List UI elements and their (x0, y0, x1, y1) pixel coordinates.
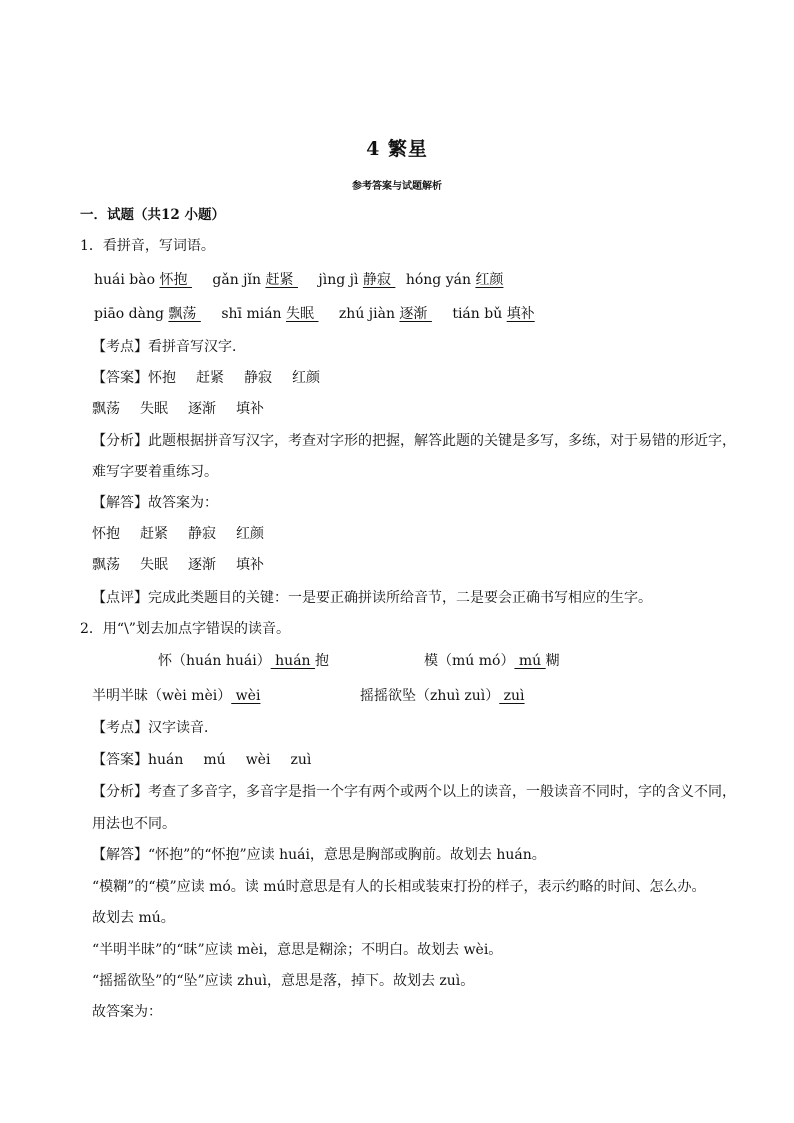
q1-jieda-word: 怀抱 (92, 526, 120, 542)
q1-jieda-word: 赶紧 (140, 526, 168, 542)
q2-daan-word: mú (203, 752, 226, 768)
q2-item-4 (360, 686, 525, 706)
q1-jieda-tag: 【解答】 (92, 495, 148, 511)
q1-jieda (92, 493, 218, 513)
q2-jieda-tag: 【解答】 (92, 847, 148, 863)
q2-item-2 (424, 651, 560, 671)
q1-kaodian (92, 337, 246, 357)
q1-row1-py-4: hóng yán (405, 272, 471, 288)
q1-fenxi-text: 此题根据拼音写汉字，考查对字形的把握，解答此题的关键是多写，多练，对于易错的形近字， (148, 433, 736, 449)
q2-jieda-line-3: 故划去 mú。 (92, 910, 175, 926)
q1-jieda-word: 失眠 (140, 557, 168, 573)
q1-daan-word: 失眠 (140, 401, 168, 417)
q2-fenxi-tag: 【分析】 (92, 784, 148, 800)
q1-daan-row2 (92, 399, 284, 419)
q1-kaodian-text: 看拼音写汉字． (148, 339, 246, 355)
q1-stem: 1．看拼音，写词语。 (80, 238, 215, 254)
q2-daan-tag: 【答案】 (92, 752, 148, 768)
q2-kaodian (92, 718, 218, 738)
q1-jieda-text: 故答案为： (148, 495, 218, 511)
q1-row2-ans-2: 失眠 (286, 306, 319, 322)
q2-daan-word: huán (148, 752, 184, 768)
q2-item-3 (92, 686, 260, 706)
q1-daan-word: 逐渐 (188, 401, 216, 417)
section-heading: 一．试题（共12 小题） (80, 207, 225, 223)
q1-row2-ans-3: 逐渐 (399, 306, 432, 322)
q1-row2-py-3: zhú jiàn (338, 306, 395, 322)
q1-row1-ans-4: 红颜 (475, 272, 504, 288)
q1-row2-ans-4: 填补 (506, 306, 535, 322)
q1-daan-word: 填补 (236, 401, 264, 417)
q2-jieda-line-4: “半明半昧”的“昧”应读 mèi，意思是糊涂；不明白。故划去 wèi。 (92, 942, 503, 958)
q1-jieda-word: 填补 (236, 557, 264, 573)
q1-jieda-row1 (92, 524, 284, 544)
q1-kaodian-tag: 【考点】 (92, 339, 148, 355)
q1-daan-word: 飘荡 (92, 401, 120, 417)
q2-daan (92, 750, 331, 770)
q2-item-answer: huán (270, 653, 316, 669)
q1-daan-word: 静寂 (244, 370, 272, 386)
q1-fenxi-tag: 【分析】 (92, 433, 148, 449)
q2-item-answer: mú (514, 653, 546, 669)
q2-fenxi-text: 考查了多音字，多音字是指一个字有两个或两个以上的读音，一般读音不同时，字的含义不同， (148, 784, 736, 800)
q2-jieda-line-2: “模糊”的“模”应读 mó。读 mú时意思是有人的长相或装束打扮的样子，表示约略的时间、怎么办。 (92, 879, 706, 895)
q2-item-prompt: 模（mú mó） (424, 653, 515, 669)
q1-jieda-row2 (92, 555, 284, 575)
q1-jieda-word: 静寂 (188, 526, 216, 542)
q1-row2-ans-1: 飘荡 (168, 306, 201, 322)
q1-row2-py-2: shī mián (221, 306, 282, 322)
q1-row1 (94, 270, 503, 290)
q1-row1-py-3: jìng jì (318, 272, 359, 288)
q1-daan-word: 赶紧 (196, 370, 224, 386)
q2-item-prompt: 摇摇欲坠（zhuì zuì） (360, 688, 500, 704)
q1-row2 (94, 304, 535, 324)
q1-fenxi-cont: 难写字要着重练习。 (92, 464, 218, 480)
q1-row1-py-1: huái bào (94, 272, 156, 288)
q1-jieda-word: 逐渐 (188, 557, 216, 573)
q2-item-1 (158, 651, 329, 671)
q1-row1-py-2: gǎn jǐn (212, 272, 262, 288)
q1-jieda-word: 红颜 (236, 526, 264, 542)
page-subtitle: 参考答案与试题解析 (352, 181, 442, 192)
q2-daan-word: zuì (290, 752, 312, 768)
q2-item-answer: zuì (499, 688, 525, 704)
q2-jieda-text: “怀抱”的“怀抱”应读 huái，意思是胸部或胸前。故划去 huán。 (148, 847, 546, 863)
q1-daan-word: 怀抱 (148, 370, 176, 386)
q1-row2-py-4: tián bǔ (452, 306, 503, 322)
q2-daan-word: wèi (245, 752, 271, 768)
q1-row1-ans-3: 静寂 (362, 272, 396, 288)
q1-row2-py-1: piāo dàng (94, 306, 164, 322)
q2-kaodian-tag: 【考点】 (92, 720, 148, 736)
q2-kaodian-text: 汉字读音． (148, 720, 218, 736)
q1-daan (92, 368, 340, 388)
q2-jieda-line-5: “摇摇欲坠”的“坠”应读 zhuì，意思是落，掉下。故划去 zuì。 (92, 973, 475, 989)
q1-row1-ans-2: 赶紧 (265, 272, 298, 288)
q2-fenxi-cont: 用法也不同。 (92, 816, 176, 832)
q2-jieda (92, 845, 546, 865)
q1-row1-ans-1: 怀抱 (159, 272, 192, 288)
q2-item-answer: wèi (231, 688, 261, 704)
q1-jieda-word: 飘荡 (92, 557, 120, 573)
q1-dianping-tag: 【点评】 (92, 590, 148, 606)
q2-fenxi (92, 782, 736, 802)
q1-dianping-text: 完成此类题目的关键：一是要正确拼读所给音节，二是要会正确书写相应的生字。 (148, 590, 652, 606)
q2-item-prompt: 半明半昧（wèi mèi） (92, 688, 232, 704)
q2-item-suffix: 抱 (315, 653, 330, 669)
page-title: 4 繁星 (366, 138, 428, 160)
q2-item-prompt: 怀（huán huái） (158, 653, 271, 669)
q2-item-suffix: 糊 (545, 653, 560, 669)
q1-daan-tag: 【答案】 (92, 370, 148, 386)
q2-jieda-line-6: 故答案为： (92, 1004, 162, 1020)
q2-stem: 2．用“\”划去加点字错误的读音。 (80, 621, 290, 637)
q1-daan-word: 红颜 (292, 370, 320, 386)
q1-fenxi (92, 431, 736, 451)
q1-dianping (92, 588, 652, 608)
